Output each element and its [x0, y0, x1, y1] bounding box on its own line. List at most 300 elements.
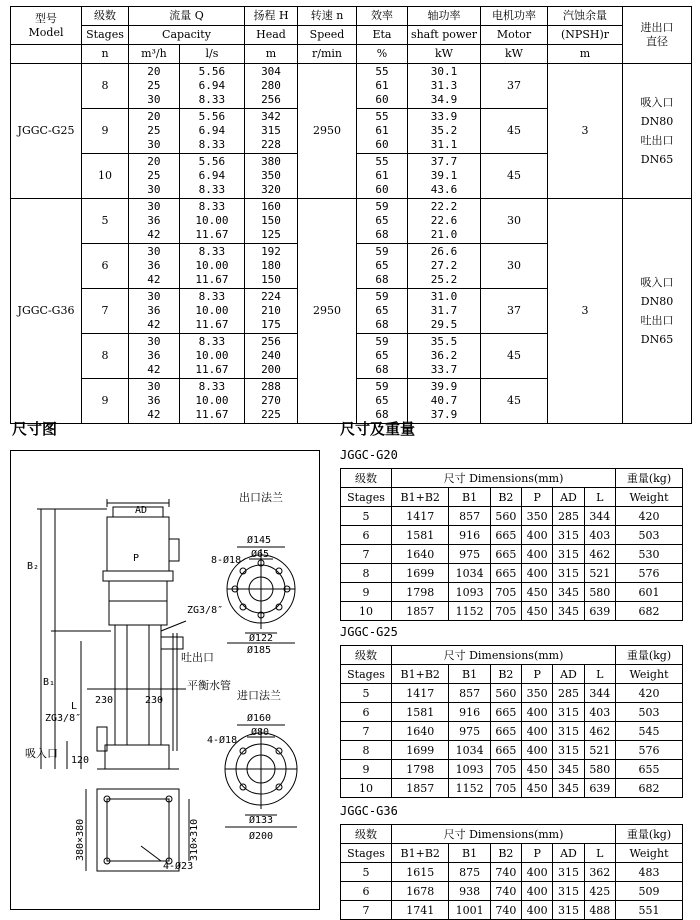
header-port	[623, 7, 692, 64]
unit-speed: r/min	[298, 45, 357, 64]
dim-cell: 1741	[392, 901, 449, 920]
motor-cell: 45	[481, 154, 548, 199]
table-row	[341, 882, 683, 901]
dim-col-header: B2	[490, 665, 521, 684]
dim-header-stages-en: Stages	[341, 844, 392, 863]
stages-cell: 7	[82, 289, 129, 334]
capacity-m3h-cell: 20 25 30	[129, 154, 180, 199]
motor-cell: 45	[481, 379, 548, 424]
dim-col-header: B2	[490, 844, 521, 863]
dim-cell: 403	[584, 526, 615, 545]
table-row	[341, 741, 683, 760]
header-stages-en: Stages	[82, 26, 129, 45]
dim-cell: 400	[522, 882, 553, 901]
dim-cell: 1615	[392, 863, 449, 882]
eta-cell: 55 61 60	[357, 154, 408, 199]
header-speed: 转速 n	[298, 7, 357, 26]
label-d122: Ø122	[249, 633, 274, 644]
dim-cell: 400	[522, 526, 553, 545]
unit-capacity-ls: l/s	[179, 45, 244, 64]
dim-cell: 350	[522, 684, 553, 703]
dim-cell: 682	[616, 779, 683, 798]
label-zg-left: ZG3/8″	[45, 713, 82, 724]
dim-cell: 503	[616, 526, 683, 545]
drawing-heading: 尺寸图	[12, 420, 58, 438]
dim-cell: 450	[522, 779, 553, 798]
motor-cell: 30	[481, 244, 548, 289]
shaft-cell: 39.9 40.7 37.9	[408, 379, 481, 424]
label-230b: 230	[145, 695, 164, 706]
dim-cell: 1699	[392, 564, 449, 583]
dim-cell: 400	[522, 741, 553, 760]
dim-cell: 483	[616, 863, 683, 882]
model-name: JGGC-G36	[11, 199, 82, 424]
dim-cell: 315	[553, 882, 584, 901]
dim-cell: 285	[553, 684, 584, 703]
shaft-cell: 22.2 22.6 21.0	[408, 199, 481, 244]
pump-column	[115, 625, 164, 745]
dim-header-weight: 重量(kg)	[616, 825, 683, 844]
table-row	[341, 526, 683, 545]
dim-cell: 450	[522, 583, 553, 602]
dim-cell: 400	[522, 545, 553, 564]
head-cell: 192 180 150	[245, 244, 298, 289]
dim-cell: 345	[553, 583, 584, 602]
dim-cell: 8	[341, 741, 392, 760]
capacity-ls-cell: 5.56 6.94 8.33	[179, 154, 244, 199]
dim-cell: 857	[449, 684, 490, 703]
dim-cell: 344	[584, 507, 615, 526]
dim-cell: 916	[449, 526, 490, 545]
dim-cell: 5	[341, 684, 392, 703]
dim-cell: 315	[553, 901, 584, 920]
stages-cell: 5	[82, 199, 129, 244]
dim-cell: 1798	[392, 760, 449, 779]
dim-cell: 344	[584, 684, 615, 703]
dim-cell: 576	[616, 564, 683, 583]
dim-cell: 580	[584, 760, 615, 779]
port-line: DN80	[640, 295, 674, 308]
dim-cell: 503	[616, 703, 683, 722]
pump-drawing-svg	[11, 451, 319, 909]
eta-cell: 59 65 68	[357, 244, 408, 289]
dim-col-header: B1	[449, 665, 490, 684]
label-230a: 230	[95, 695, 114, 706]
head-cell: 160 150 125	[245, 199, 298, 244]
dim-cell: 1798	[392, 583, 449, 602]
label-base-380: 380×380	[75, 818, 86, 861]
label-d200: Ø200	[249, 831, 274, 842]
stages-cell: 9	[82, 379, 129, 424]
table-row	[341, 760, 683, 779]
dimension-drawing	[10, 450, 320, 910]
dim-col-header: B1	[449, 488, 490, 507]
dim-cell: 7	[341, 901, 392, 920]
dim-col-header: B1+B2	[392, 844, 449, 863]
label-outlet-flange: 出口法兰	[239, 491, 283, 504]
dim-cell: 8	[341, 564, 392, 583]
dim-cell: 1152	[449, 602, 490, 621]
dimension-table	[340, 824, 683, 920]
dim-col-header: AD	[553, 844, 584, 863]
dim-cell: 1581	[392, 526, 449, 545]
dim-cell: 551	[616, 901, 683, 920]
port-line: 吐出口	[640, 134, 674, 147]
dim-col-header: P	[522, 665, 553, 684]
shaft-cell: 26.6 27.2 25.2	[408, 244, 481, 289]
table-row	[341, 684, 683, 703]
dim-cell: 400	[522, 722, 553, 741]
head-cell: 224 210 175	[245, 289, 298, 334]
dim-cell: 315	[553, 722, 584, 741]
header-model	[11, 7, 82, 45]
unit-shaft: kW	[408, 45, 481, 64]
head-cell: 380 350 320	[245, 154, 298, 199]
dim-cell: 705	[490, 779, 521, 798]
unit-stages: n	[82, 45, 129, 64]
dim-cell: 665	[490, 722, 521, 741]
header-head: 扬程 H	[245, 7, 298, 26]
dim-cell: 9	[341, 583, 392, 602]
dim-cell: 705	[490, 583, 521, 602]
label-d160: Ø160	[247, 713, 272, 724]
dim-cell: 1093	[449, 760, 490, 779]
dim-cell: 521	[584, 741, 615, 760]
dim-cell: 425	[584, 882, 615, 901]
dim-cell: 705	[490, 760, 521, 779]
header-port-line: 进出口	[640, 21, 674, 34]
dim-cell: 420	[616, 684, 683, 703]
dim-cell: 345	[553, 760, 584, 779]
label-balance-pipe: 平衡水管	[187, 679, 231, 692]
dim-header-stages: 级数	[341, 825, 392, 844]
table-row	[341, 779, 683, 798]
header-speed-en: Speed	[298, 26, 357, 45]
dim-cell: 10	[341, 779, 392, 798]
dim-col-header: B2	[490, 488, 521, 507]
dim-cell: 875	[449, 863, 490, 882]
dim-cell: 665	[490, 741, 521, 760]
dim-cell: 7	[341, 545, 392, 564]
motor-cell: 37	[481, 64, 548, 109]
eta-cell: 59 65 68	[357, 379, 408, 424]
header-npsh-en: (NPSH)r	[548, 26, 623, 45]
dim-cell: 576	[616, 741, 683, 760]
label-d65: Ø65	[251, 549, 270, 560]
stages-cell: 10	[82, 154, 129, 199]
label-b1: B₁	[43, 677, 56, 688]
table-row	[341, 583, 683, 602]
dim-cell: 488	[584, 901, 615, 920]
dim-cell: 545	[616, 722, 683, 741]
dim-cell: 400	[522, 901, 553, 920]
dim-col-header: L	[584, 844, 615, 863]
dim-cell: 350	[522, 507, 553, 526]
dim-cell: 450	[522, 760, 553, 779]
dim-cell: 315	[553, 741, 584, 760]
dim-cell: 1417	[392, 507, 449, 526]
dim-cell: 639	[584, 779, 615, 798]
dim-col-header: P	[522, 844, 553, 863]
table-row	[341, 507, 683, 526]
stages-cell: 8	[82, 64, 129, 109]
table-row	[11, 199, 692, 244]
dim-cell: 560	[490, 507, 521, 526]
dimension-table	[340, 645, 683, 798]
table-row	[341, 863, 683, 882]
dim-col-header: L	[584, 488, 615, 507]
dim-cell: 450	[522, 602, 553, 621]
port-line: 吸入口	[640, 276, 674, 289]
dim-cell: 1001	[449, 901, 490, 920]
unit-capacity-m3h: m³/h	[129, 45, 180, 64]
dim-cell: 1034	[449, 741, 490, 760]
capacity-m3h-cell: 20 25 30	[129, 64, 180, 109]
header-shaft: 轴功率	[408, 7, 481, 26]
header-motor-en: Motor	[481, 26, 548, 45]
performance-table	[10, 6, 692, 424]
motor-cell: 30	[481, 199, 548, 244]
dim-cell: 5	[341, 507, 392, 526]
capacity-m3h-cell: 30 36 42	[129, 379, 180, 424]
dim-cell: 665	[490, 564, 521, 583]
header-model-en: Model	[28, 25, 64, 39]
dim-cell: 1857	[392, 602, 449, 621]
dim-header-stages: 级数	[341, 469, 392, 488]
unit-motor: kW	[481, 45, 548, 64]
port-line: DN65	[640, 153, 674, 166]
shaft-cell: 33.9 35.2 31.1	[408, 109, 481, 154]
dim-cell: 740	[490, 901, 521, 920]
shaft-cell: 35.5 36.2 33.7	[408, 334, 481, 379]
unit-head: m	[245, 45, 298, 64]
stages-cell: 6	[82, 244, 129, 289]
dim-cell: 362	[584, 863, 615, 882]
dim-col-header: P	[522, 488, 553, 507]
dim-cell: 665	[490, 703, 521, 722]
dim-cell: 403	[584, 703, 615, 722]
dim-header-dims: 尺寸 Dimensions(mm)	[392, 646, 616, 665]
dim-header-stages-en: Stages	[341, 665, 392, 684]
dim-col-header: L	[584, 665, 615, 684]
dim-cell: 7	[341, 722, 392, 741]
dim-cell: 5	[341, 863, 392, 882]
dim-cell: 420	[616, 507, 683, 526]
label-ad: AD	[135, 505, 148, 516]
head-cell: 342 315 228	[245, 109, 298, 154]
dim-cell: 1152	[449, 779, 490, 798]
label-120: 120	[71, 755, 90, 766]
stages-cell: 8	[82, 334, 129, 379]
npsh-cell: 3	[548, 64, 623, 199]
header-head-en: Head	[245, 26, 298, 45]
dims-heading: 尺寸及重量	[340, 420, 416, 438]
dim-header-stages: 级数	[341, 646, 392, 665]
eta-cell: 55 61 60	[357, 109, 408, 154]
capacity-ls-cell: 8.33 10.00 11.67	[179, 199, 244, 244]
header-port-line: 直径	[646, 35, 668, 48]
label-l: L	[71, 701, 78, 712]
motor-cell: 37	[481, 289, 548, 334]
dim-header-stages-en: Stages	[341, 488, 392, 507]
dim-cell: 1417	[392, 684, 449, 703]
shaft-cell: 31.0 31.7 29.5	[408, 289, 481, 334]
port-cell	[623, 64, 692, 199]
dim-header-weight-en: Weight	[616, 488, 683, 507]
stages-cell: 9	[82, 109, 129, 154]
table-row	[11, 64, 692, 109]
dim-table-title: JGGC-G36	[340, 804, 398, 818]
dim-cell: 462	[584, 545, 615, 564]
port-line: DN80	[640, 115, 674, 128]
shaft-cell: 37.7 39.1 43.6	[408, 154, 481, 199]
dim-cell: 975	[449, 722, 490, 741]
dim-cell: 1857	[392, 779, 449, 798]
port-line: 吸入口	[640, 96, 674, 109]
port-line: DN65	[640, 333, 674, 346]
eta-cell: 59 65 68	[357, 199, 408, 244]
dim-cell: 400	[522, 564, 553, 583]
dim-cell: 315	[553, 564, 584, 583]
speed-cell: 2950	[298, 199, 357, 424]
port-line: 吐出口	[640, 314, 674, 327]
label-outlet: 吐出口	[181, 651, 214, 664]
dim-cell: 1640	[392, 545, 449, 564]
dim-cell: 400	[522, 703, 553, 722]
dim-header-weight: 重量(kg)	[616, 469, 683, 488]
dim-cell: 521	[584, 564, 615, 583]
unit-eta: %	[357, 45, 408, 64]
header-stages: 级数	[82, 7, 129, 26]
dim-cell: 1640	[392, 722, 449, 741]
head-cell: 304 280 256	[245, 64, 298, 109]
head-cell: 256 240 200	[245, 334, 298, 379]
table-row	[341, 722, 683, 741]
dim-cell: 345	[553, 779, 584, 798]
dim-cell: 530	[616, 545, 683, 564]
speed-cell: 2950	[298, 64, 357, 199]
port-cell	[623, 199, 692, 424]
capacity-ls-cell: 8.33 10.00 11.67	[179, 379, 244, 424]
dim-cell: 705	[490, 602, 521, 621]
dim-cell: 9	[341, 760, 392, 779]
dim-cell: 1581	[392, 703, 449, 722]
table-row	[341, 901, 683, 920]
dim-cell: 740	[490, 863, 521, 882]
capacity-m3h-cell: 30 36 42	[129, 289, 180, 334]
dim-cell: 509	[616, 882, 683, 901]
dim-cell: 580	[584, 583, 615, 602]
shaft-cell: 30.1 31.3 34.9	[408, 64, 481, 109]
header-eta: 效率	[357, 7, 408, 26]
label-d133: Ø133	[249, 815, 274, 826]
label-inlet-flange: 进口法兰	[237, 689, 281, 702]
dim-header-weight: 重量(kg)	[616, 646, 683, 665]
dim-cell: 400	[522, 863, 553, 882]
dim-col-header: B1+B2	[392, 665, 449, 684]
dim-cell: 315	[553, 545, 584, 564]
label-d80: Ø80	[251, 727, 270, 738]
eta-cell: 59 65 68	[357, 334, 408, 379]
dim-cell: 1678	[392, 882, 449, 901]
capacity-ls-cell: 8.33 10.00 11.67	[179, 334, 244, 379]
dim-cell: 462	[584, 722, 615, 741]
dim-cell: 655	[616, 760, 683, 779]
dim-cell: 1034	[449, 564, 490, 583]
table-row	[341, 602, 683, 621]
dim-header-dims: 尺寸 Dimensions(mm)	[392, 825, 616, 844]
dim-cell: 6	[341, 703, 392, 722]
capacity-ls-cell: 5.56 6.94 8.33	[179, 64, 244, 109]
dim-cell: 916	[449, 703, 490, 722]
eta-cell: 55 61 60	[357, 64, 408, 109]
dim-cell: 345	[553, 602, 584, 621]
label-p: P	[133, 553, 140, 564]
unit-npsh: m	[548, 45, 623, 64]
dim-cell: 10	[341, 602, 392, 621]
dim-cell: 1093	[449, 583, 490, 602]
header-npsh: 汽蚀余量	[548, 7, 623, 26]
dim-cell: 601	[616, 583, 683, 602]
label-holes-in: 4-Ø18	[207, 735, 238, 746]
dim-col-header: AD	[553, 665, 584, 684]
dim-header-dims: 尺寸 Dimensions(mm)	[392, 469, 616, 488]
capacity-ls-cell: 5.56 6.94 8.33	[179, 109, 244, 154]
dim-table-title: JGGC-G25	[340, 625, 398, 639]
dim-cell: 6	[341, 882, 392, 901]
label-base-310: 310×310	[189, 818, 200, 861]
dim-cell: 682	[616, 602, 683, 621]
dim-cell: 975	[449, 545, 490, 564]
head-cell: 288 270 225	[245, 379, 298, 424]
dim-cell: 740	[490, 882, 521, 901]
motor-cell: 45	[481, 334, 548, 379]
capacity-m3h-cell: 20 25 30	[129, 109, 180, 154]
dim-cell: 315	[553, 526, 584, 545]
model-name: JGGC-G25	[11, 64, 82, 199]
dim-header-weight-en: Weight	[616, 844, 683, 863]
label-holes-out: 8-Ø18	[211, 555, 242, 566]
dim-cell: 1699	[392, 741, 449, 760]
dim-cell: 665	[490, 545, 521, 564]
capacity-m3h-cell: 30 36 42	[129, 334, 180, 379]
dim-table-title: JGGC-G20	[340, 448, 398, 462]
header-model-cn: 型号	[35, 11, 57, 25]
dim-cell: 285	[553, 507, 584, 526]
motor-cell: 45	[481, 109, 548, 154]
label-d145: Ø145	[247, 535, 272, 546]
table-row	[341, 564, 683, 583]
dim-cell: 857	[449, 507, 490, 526]
header-eta-en: Eta	[357, 26, 408, 45]
header-capacity: 流量 Q	[129, 7, 245, 26]
header-capacity-en: Capacity	[129, 26, 245, 45]
table-row	[341, 545, 683, 564]
dim-col-header: AD	[553, 488, 584, 507]
dim-col-header: B1+B2	[392, 488, 449, 507]
npsh-cell: 3	[548, 199, 623, 424]
capacity-ls-cell: 8.33 10.00 11.67	[179, 289, 244, 334]
label-d185: Ø185	[247, 645, 272, 656]
label-zg-top: ZG3/8″	[187, 605, 224, 616]
dim-cell: 6	[341, 526, 392, 545]
dim-cell: 315	[553, 703, 584, 722]
capacity-m3h-cell: 30 36 42	[129, 244, 180, 289]
dim-cell: 560	[490, 684, 521, 703]
eta-cell: 59 65 68	[357, 289, 408, 334]
dim-cell: 665	[490, 526, 521, 545]
dim-col-header: B1	[449, 844, 490, 863]
